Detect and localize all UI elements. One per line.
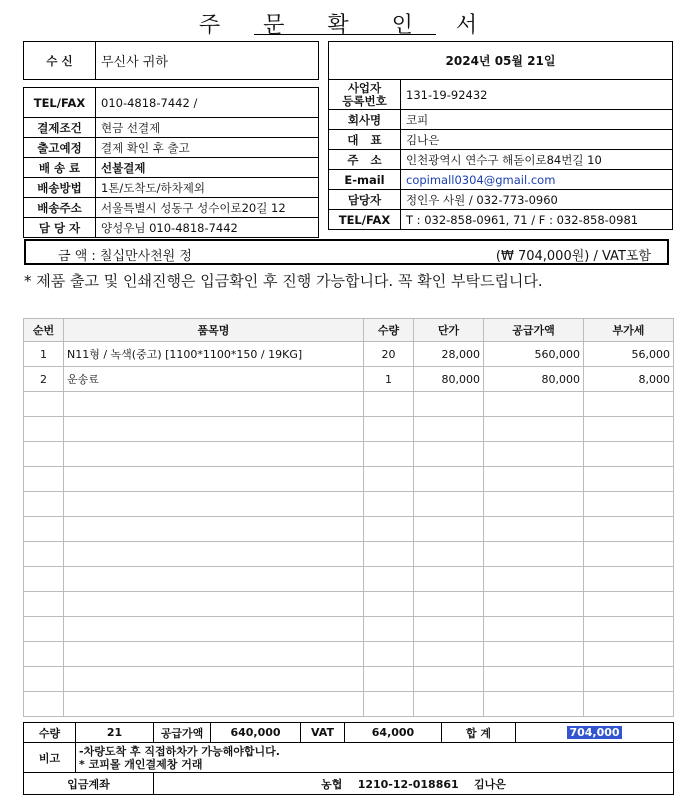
item-no: 2 xyxy=(24,367,64,392)
right-row-value: 131-19-92432 xyxy=(401,80,673,110)
total-qty-label: 수량 xyxy=(24,723,76,743)
item-supply: 80,000 xyxy=(484,367,584,392)
empty-row xyxy=(24,417,674,442)
spacer xyxy=(24,80,319,88)
left-row-value: 결제 확인 후 출고 xyxy=(96,138,319,158)
recipient-label: 수 신 xyxy=(24,42,96,80)
item-unit-price: 28,000 xyxy=(414,342,484,367)
grand-total-cell[interactable] xyxy=(516,723,674,743)
item-name: N11형 / 녹색(중고) [1100*1100*150 / 19KG] xyxy=(64,342,364,367)
right-row-label: 담당자 xyxy=(329,190,401,210)
amount-banner xyxy=(24,239,669,265)
right-row-value: 인천광역시 연수구 해돋이로84번길 10 xyxy=(401,150,673,170)
table-row xyxy=(24,367,674,392)
bank-account-label: 입금계좌 xyxy=(24,773,154,795)
col-header: 공급가액 xyxy=(484,319,584,342)
right-row-label: 주 소 xyxy=(329,150,401,170)
right-row-label: 대 표 xyxy=(329,130,401,150)
amount-in-words: 금 액 : 칠십만사천원 정 xyxy=(58,249,192,264)
left-row-value: 선불결제 xyxy=(96,158,319,178)
empty-row xyxy=(24,567,674,592)
recipient-info-table xyxy=(23,41,319,238)
email-link[interactable]: copimall0304@gmail.com xyxy=(401,170,673,190)
item-name: 운송료 xyxy=(64,367,364,392)
empty-row xyxy=(24,467,674,492)
grand-total[interactable]: 704,000 xyxy=(569,726,620,739)
item-no: 1 xyxy=(24,342,64,367)
document-title: 주 문 확 인 서 xyxy=(198,13,496,38)
empty-row xyxy=(24,592,674,617)
empty-row xyxy=(24,617,674,642)
right-row-label: 사업자 등록번호 xyxy=(329,80,401,110)
col-header: 품목명 xyxy=(64,319,364,342)
left-row-label: 배송주소 xyxy=(24,198,96,218)
items-header-row xyxy=(24,319,674,342)
empty-row xyxy=(24,517,674,542)
supply-total: 640,000 xyxy=(211,723,301,743)
col-header: 순번 xyxy=(24,319,64,342)
left-row-value: 010-4818-7442 / xyxy=(96,88,319,118)
left-row-value: 1톤/도착도/하차제외 xyxy=(96,178,319,198)
item-supply: 560,000 xyxy=(484,342,584,367)
right-row-label: 회사명 xyxy=(329,110,401,130)
order-date: 2024년 05월 21일 xyxy=(329,42,673,80)
col-header: 부가세 xyxy=(584,319,674,342)
right-row-value: 김나은 xyxy=(401,130,673,150)
title-underline xyxy=(254,34,436,35)
empty-row xyxy=(24,692,674,717)
remarks-cell xyxy=(76,743,674,773)
remarks-label: 비고 xyxy=(24,743,76,773)
supply-total-label: 공급가액 xyxy=(154,723,211,743)
col-header: 수량 xyxy=(364,319,414,342)
right-row-value: 정인우 사원 / 032-773-0960 xyxy=(401,190,673,210)
remark-line: * 코피몰 개인결제창 거래 xyxy=(79,757,203,771)
right-row-value: T : 032-858-0961, 71 / F : 032-858-0981 xyxy=(401,210,673,230)
remark-line: -차량도착 후 직접하차가 가능해야합니다. xyxy=(79,744,280,758)
empty-row xyxy=(24,667,674,692)
table-row xyxy=(24,342,674,367)
left-row-label: 담 당 자 xyxy=(24,218,96,238)
left-row-value: 현금 선결제 xyxy=(96,118,319,138)
left-row-label: 출고예정 xyxy=(24,138,96,158)
left-row-label: 배 송 료 xyxy=(24,158,96,178)
empty-row xyxy=(24,442,674,467)
item-qty: 1 xyxy=(364,367,414,392)
items-table xyxy=(23,318,674,717)
item-unit-price: 80,000 xyxy=(414,367,484,392)
col-header: 단가 xyxy=(414,319,484,342)
empty-row xyxy=(24,542,674,567)
empty-row xyxy=(24,642,674,667)
right-row-value: 코피 xyxy=(401,110,673,130)
recipient-value: 무신사 귀하 xyxy=(96,42,319,80)
right-row-label: TEL/FAX xyxy=(329,210,401,230)
summary-table xyxy=(23,722,674,795)
item-vat: 8,000 xyxy=(584,367,674,392)
item-vat: 56,000 xyxy=(584,342,674,367)
left-row-value: 양성우님 010-4818-7442 xyxy=(96,218,319,238)
vat-total: 64,000 xyxy=(345,723,442,743)
supplier-info-table xyxy=(328,41,673,230)
empty-row xyxy=(24,392,674,417)
amount-in-figures: (₩ 704,000원) / VAT포함 xyxy=(495,249,651,264)
left-row-value: 서울특별시 성동구 성수이로20길 12 xyxy=(96,198,319,218)
right-row-label: E-mail xyxy=(329,170,401,190)
left-row-label: 배송방법 xyxy=(24,178,96,198)
empty-row xyxy=(24,492,674,517)
vat-total-label: VAT xyxy=(301,723,345,743)
payment-notice: * 제품 출고 및 인쇄진행은 입금확인 후 진행 가능합니다. 꼭 확인 부탁드립니다. xyxy=(24,272,543,290)
total-qty: 21 xyxy=(76,723,154,743)
left-row-label: TEL/FAX xyxy=(24,88,96,118)
left-row-label: 결제조건 xyxy=(24,118,96,138)
bank-account-value: 농협 1210-12-018861 김나은 xyxy=(154,773,674,795)
grand-total-label: 합 계 xyxy=(442,723,516,743)
item-qty: 20 xyxy=(364,342,414,367)
